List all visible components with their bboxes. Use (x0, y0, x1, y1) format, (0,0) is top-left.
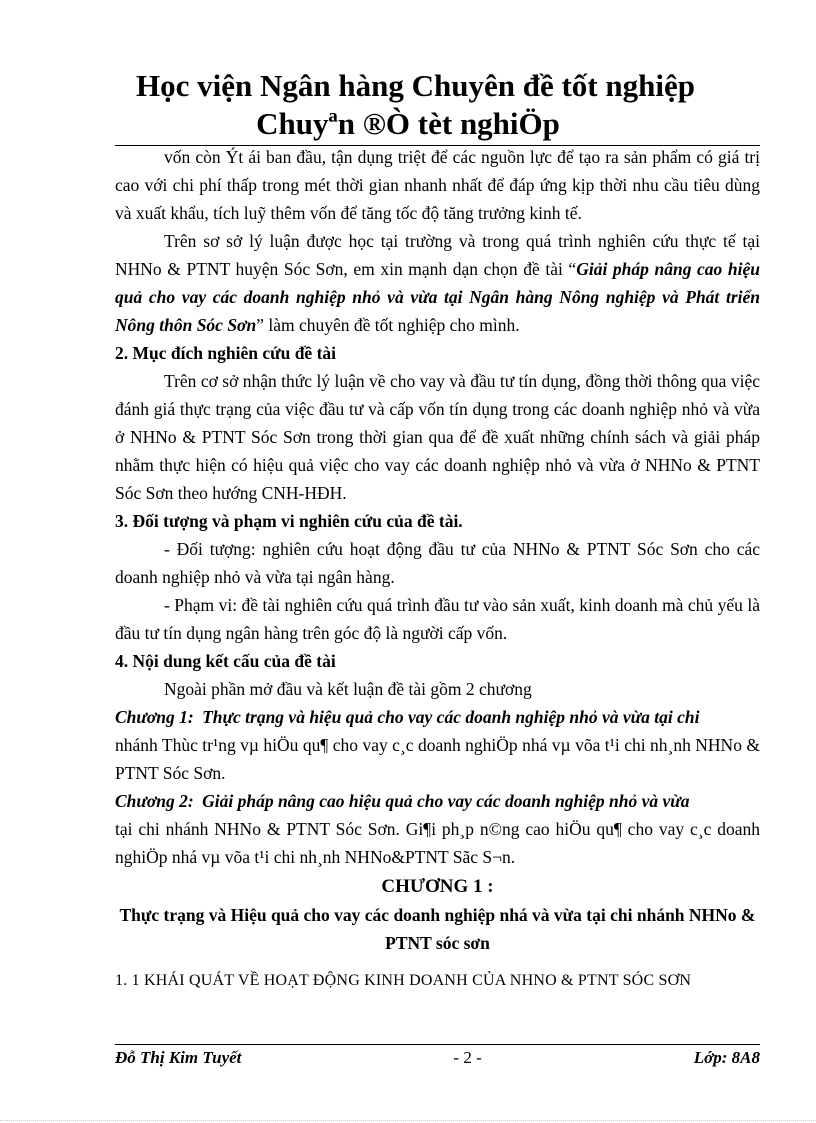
section-4-heading: 4. Nội dung kết cấu của đề tài (115, 651, 336, 671)
topic-lead: Trên sơ sở lý luận được học tại trường và trong quá trình nghiên cứu thực tế tại NHNo & PTNT huyện Sóc Sơn, em xin mạnh dạn chọn đề tài “ (115, 231, 760, 279)
header-subtitle: Chuyªn ®Ò tèt nghiÖp (256, 106, 560, 141)
chapter-1-entry (115, 703, 760, 787)
section-4-text: Ngoài phần mở đầu và kết luận đề tài gồm 2 chương (164, 679, 532, 699)
header-title: Học viện Ngân hàng Chuyên đề tốt nghiệp (136, 68, 695, 103)
chapter-1-first: Thực trạng và hiệu quả cho vay các doanh nghiệp nhỏ và vừa tại chi (202, 707, 700, 727)
chapter-1-label: Chương 1: (115, 707, 199, 727)
subsection-heading: 1. 1 KHÁI QUÁT VỀ HOẠT ĐỘNG KINH DOANH CỦA NHNO & PTNT SÓC SƠN (115, 972, 692, 989)
topic-tail: ” làm chuyên đề tốt nghiệp cho mình. (256, 315, 520, 335)
section-2-text: Trên cơ sở nhận thức lý luận về cho vay và đầu tư tín dụng, đồng thời thông qua việc đánh giá thực trạng của việc đầu tư và cấp vốn tín dụng trong các doanh nghiệp nhỏ và vừa ở NHNo & PTNT Sóc Sơn trong thời gian qua để đề xuất những chính sách và giải pháp nhằm thực hiện có hiệu quả việc cho vay các doanh nghiệp nhỏ và vừa ở NHNo & PTNT Sóc Sơn theo hướng CNH-HĐH. (115, 371, 760, 503)
footer-author: Đỗ Thị Kim Tuyết (115, 1048, 242, 1067)
chapter-heading-title: Thực trạng và Hiệu quả cho vay các doanh nghiệp nhá và vừa tại chi nhánh NHNo & PTNT sóc sơn (119, 905, 756, 953)
section-2-heading: 2. Mục đích nghiên cứu đề tài (115, 343, 337, 363)
footer-rule (115, 1044, 760, 1045)
document-body (115, 143, 760, 995)
page-edge (0, 1120, 816, 1121)
section-3-heading: 3. Đối tượng và phạm vi nghiên cứu của đề tài. (115, 511, 463, 531)
chapter-1-rest: nhánh Thùc tr¹ng vµ hiÖu qu¶ cho vay c¸c doanh nghiÖp nhá vµ võa t¹i chi nh¸nh NHNo & PTNT Sóc Sơn. (115, 735, 760, 783)
chapter-2-rest: tại chi nhánh NHNo & PTNT Sóc Sơn. Gi¶i ph¸p n©ng cao hiÖu qu¶ cho vay c¸c doanh nghiÖp nhá vµ võa t¹i chi nh¸nh NHNo&PTNT Sãc S¬n. (115, 819, 760, 867)
section-3-scope: - Phạm vi: đề tài nghiên cứu quá trình đầu tư vào sản xuất, kinh doanh mà chủ yếu là đầu tư tín dụng ngân hàng trên góc độ là người cấp vốn. (115, 595, 760, 643)
topic-title: Giải pháp nâng cao hiệu quả cho vay các doanh nghiệp nhỏ và vừa tại Ngân hàng Nông nghiệp và Phát triển Nông thôn Sóc Sơn (115, 259, 760, 335)
paragraph-intro: vốn còn Ýt ái ban đầu, tận dụng triệt để các nguồn lực để tạo ra sản phẩm có giá trị cao với chi phí thấp trong mét thời gian nhanh nhất để đáp ứng kịp thời nhu cầu tiêu dùng và xuất khẩu, tích luỹ thêm vốn để tăng tốc độ tăng trưởng kinh tế. (115, 147, 760, 223)
chapter-2-entry (115, 787, 760, 871)
chapter-2-label: Chương 2: (115, 791, 199, 811)
footer-page-number: - 2 - (453, 1048, 482, 1067)
page-footer (115, 1048, 760, 1068)
section-3-object: - Đối tượng: nghiên cứu hoạt động đầu tư của NHNo & PTNT Sóc Sơn cho các doanh nghiệp nhỏ và vừa tại ngân hàng. (115, 539, 760, 587)
chapter-heading-number: CHƯƠNG 1 : (381, 876, 494, 897)
paragraph-topic (115, 227, 760, 339)
chapter-2-first: Giải pháp nâng cao hiệu quả cho vay các doanh nghiệp nhỏ và vừa (202, 791, 690, 811)
footer-class: Lớp: 8A8 (693, 1048, 760, 1067)
